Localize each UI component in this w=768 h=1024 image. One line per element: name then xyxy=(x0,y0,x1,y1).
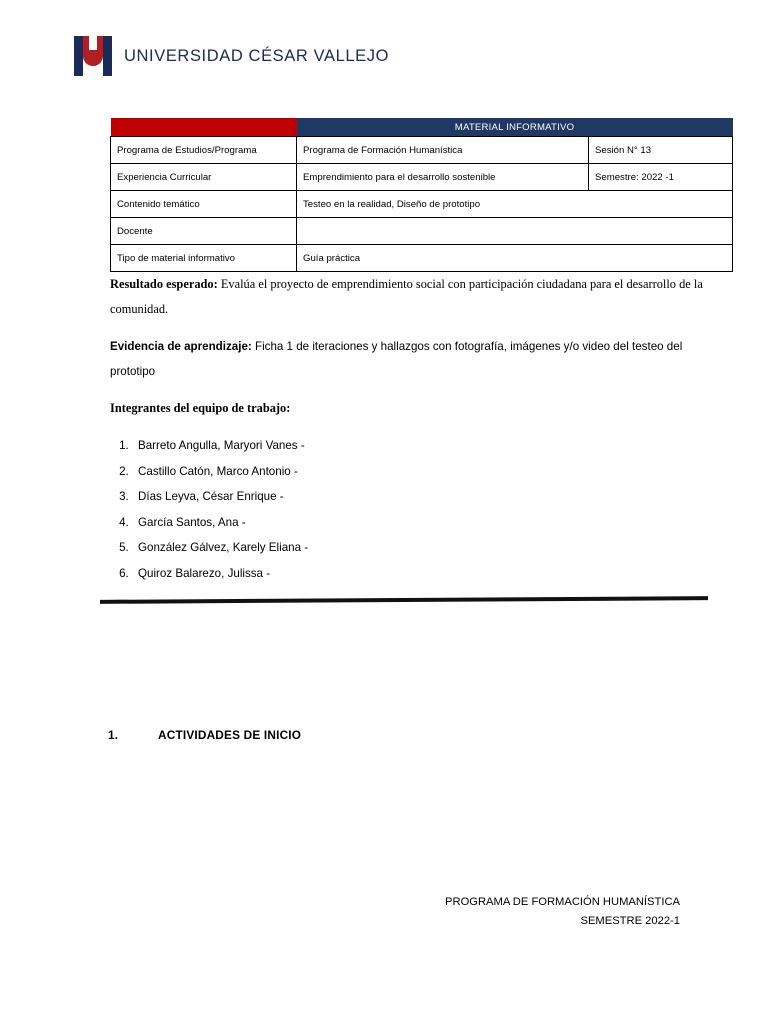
row-label: Contenido temático xyxy=(111,191,297,218)
list-item: 2. Castillo Catón, Marco Antonio - xyxy=(132,459,710,485)
row-value: Guía práctica xyxy=(297,245,733,272)
row-value: Emprendimiento para el desarrollo sostenible xyxy=(297,164,589,191)
expected-result-paragraph xyxy=(110,272,710,322)
row-extra: Sesión N° 13 xyxy=(589,137,733,164)
list-item: 1. Barreto Angulla, Maryori Vanes - xyxy=(132,433,710,459)
members-title: Integrantes del equipo de trabajo: xyxy=(110,401,291,415)
table-row xyxy=(111,245,733,272)
table-row xyxy=(111,137,733,164)
evidence-label: Evidencia de aprendizaje: xyxy=(110,340,252,353)
section-title: ACTIVIDADES DE INICIO xyxy=(158,728,302,742)
row-label: Tipo de material informativo xyxy=(111,245,297,272)
row-label: Experiencia Curricular xyxy=(111,164,297,191)
list-item: 4. García Santos, Ana - xyxy=(132,510,710,536)
list-item: 3. Días Leyva, César Enrique - xyxy=(132,484,710,510)
section-heading xyxy=(108,728,301,742)
section-divider xyxy=(100,596,708,604)
table-row xyxy=(111,218,733,245)
row-label: Docente xyxy=(111,218,297,245)
row-label: Programa de Estudios/Programa xyxy=(111,137,297,164)
footer-line-2: SEMESTRE 2022-1 xyxy=(580,915,680,927)
title-accent-block xyxy=(111,118,297,137)
footer-line-1: PROGRAMA DE FORMACIÓN HUMANÍSTICA xyxy=(445,896,680,908)
row-extra: Semestre: 2022 -1 xyxy=(589,164,733,191)
members-list xyxy=(110,433,710,586)
body-content xyxy=(110,272,710,586)
row-value xyxy=(297,218,733,245)
expected-result-text: Evalúa el proyecto de emprendimiento social con participación ciudadana para el desarrollo de la comunidad. xyxy=(110,277,703,316)
section-number: 1. xyxy=(108,728,119,742)
row-value: Programa de Formación Humanística xyxy=(297,137,589,164)
table-row xyxy=(111,191,733,218)
row-value: Testeo en la realidad, Diseño de prototipo xyxy=(297,191,733,218)
evidence-text: Ficha 1 de iteraciones y hallazgos con fotografía, imágenes y/o video del testeo del prototipo xyxy=(110,340,683,378)
table-title-row xyxy=(111,118,733,137)
list-item: 5. González Gálvez, Karely Eliana - xyxy=(132,535,710,561)
table-row xyxy=(111,164,733,191)
info-table xyxy=(110,118,733,272)
evidence-paragraph xyxy=(110,334,710,384)
table-title: MATERIAL INFORMATIVO xyxy=(297,118,733,137)
list-item: 6. Quiroz Balarezo, Julissa - xyxy=(132,561,710,587)
expected-result-label: Resultado esperado: xyxy=(110,277,218,291)
shield-logo-icon xyxy=(74,36,112,76)
university-logo xyxy=(74,36,389,76)
page-footer xyxy=(445,893,680,931)
university-name: UNIVERSIDAD CÉSAR VALLEJO xyxy=(124,46,390,65)
